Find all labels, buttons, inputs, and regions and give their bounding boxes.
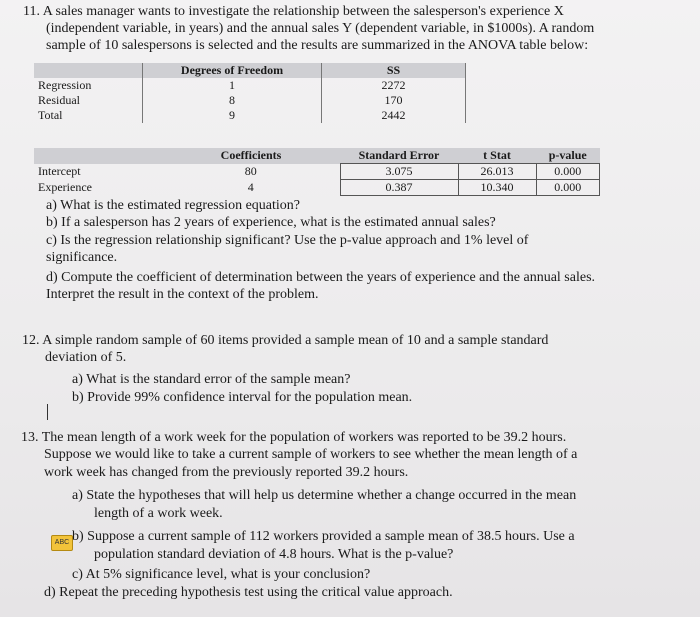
coef-cell: 3.075 (340, 164, 458, 180)
anova-header-row (34, 63, 466, 78)
q13-part-a: a) State the hypotheses that will help us determine whether a change occurred in the mean (72, 488, 577, 503)
anova-table (34, 63, 466, 123)
q11-part-b: b) If a salesperson has 2 years of experience, what is the estimated annual sales? (46, 215, 496, 230)
anova-header-ss: SS (322, 63, 466, 78)
q11-part-d-cont: Interpret the result in the context of the problem. (46, 287, 319, 302)
table-row (34, 78, 466, 93)
q11-part-c: c) Is the regression relationship significant? Use the p-value approach and 1% level of (46, 233, 529, 248)
q11-part-d: d) Compute the coefficient of determination between the years of experience and the annual sales. (46, 270, 596, 285)
answer-icon[interactable]: ABC (51, 535, 73, 551)
coef-header-std-error: Standard Error (358, 148, 440, 162)
q11-part-c-cont: significance. (46, 250, 118, 265)
q12-line-1: 12. A simple random sample of 60 items provided a sample mean of 10 and a sample standard (22, 333, 549, 348)
coef-cell: 26.013 (458, 164, 536, 180)
q13-part-c: c) At 5% significance level, what is your conclusion? (72, 567, 371, 582)
anova-header-df: Degrees of Freedom (143, 63, 322, 78)
coef-header-row (34, 148, 600, 164)
q13-part-d: d) Repeat the preceding hypothesis test using the critical value approach. (44, 585, 453, 600)
q11-line-3: sample of 10 salespersons is selected and the results are summarized in the ANOVA table below: (46, 38, 589, 53)
table-row (34, 108, 466, 123)
q13-part-a-cont: length of a work week. (94, 506, 223, 521)
anova-cell: 1 (143, 78, 322, 93)
anova-cell: Regression (38, 78, 92, 92)
coef-header-blank (34, 148, 162, 164)
q12-part-b: b) Provide 99% confidence interval for the population mean. (72, 390, 413, 405)
q13-part-b: b) Suppose a current sample of 112 workers provided a sample mean of 38.5 hours. Use a (72, 529, 575, 544)
text-cursor (47, 404, 48, 420)
coef-header-pvalue: p-value (548, 148, 587, 162)
coef-header-tstat: t Stat (483, 148, 511, 162)
coef-cell: Intercept (38, 164, 81, 178)
anova-cell: 170 (322, 93, 466, 108)
anova-cell: Total (38, 108, 63, 122)
q12-line-2: deviation of 5. (45, 350, 127, 365)
coef-cell: 80 (244, 164, 257, 178)
q11-line-1: 11. A sales manager wants to investigate the relationship between the salesperson's experience X (23, 4, 564, 19)
anova-header-blank (34, 63, 143, 78)
table-row (34, 93, 466, 108)
coef-header-coefficients: Coefficients (220, 148, 282, 163)
anova-cell: Residual (38, 93, 80, 107)
q13-line-1: 13. The mean length of a work week for the population of workers was reported to be 39.2 hours. (21, 430, 567, 445)
anova-cell: 8 (143, 93, 322, 108)
coefficients-table (34, 148, 600, 196)
table-row (34, 164, 600, 180)
q11-part-a: a) What is the estimated regression equation? (46, 198, 300, 213)
q13-part-b-cont: population standard deviation of 4.8 hours. What is the p-value? (94, 547, 454, 562)
q11-line-2: (independent variable, in years) and the annual sales Y (dependent variable, in $1000s). A random (46, 21, 595, 36)
coef-cell: 0.387 (340, 180, 458, 196)
anova-cell: 2442 (322, 108, 466, 123)
anova-cell: 9 (143, 108, 322, 123)
table-row (34, 180, 600, 196)
coef-cell: 4 (247, 180, 254, 194)
q12-part-a: a) What is the standard error of the sample mean? (72, 372, 351, 387)
q13-line-3: work week has changed from the previously reported 39.2 hours. (44, 465, 409, 480)
coef-cell: 0.000 (536, 180, 600, 196)
coef-cell: Experience (38, 180, 92, 194)
anova-cell: 2272 (322, 78, 466, 93)
q13-line-2: Suppose we would like to take a current sample of workers to see whether the mean length of a (44, 447, 578, 462)
coef-cell: 10.340 (458, 180, 536, 196)
coef-cell: 0.000 (536, 164, 600, 180)
